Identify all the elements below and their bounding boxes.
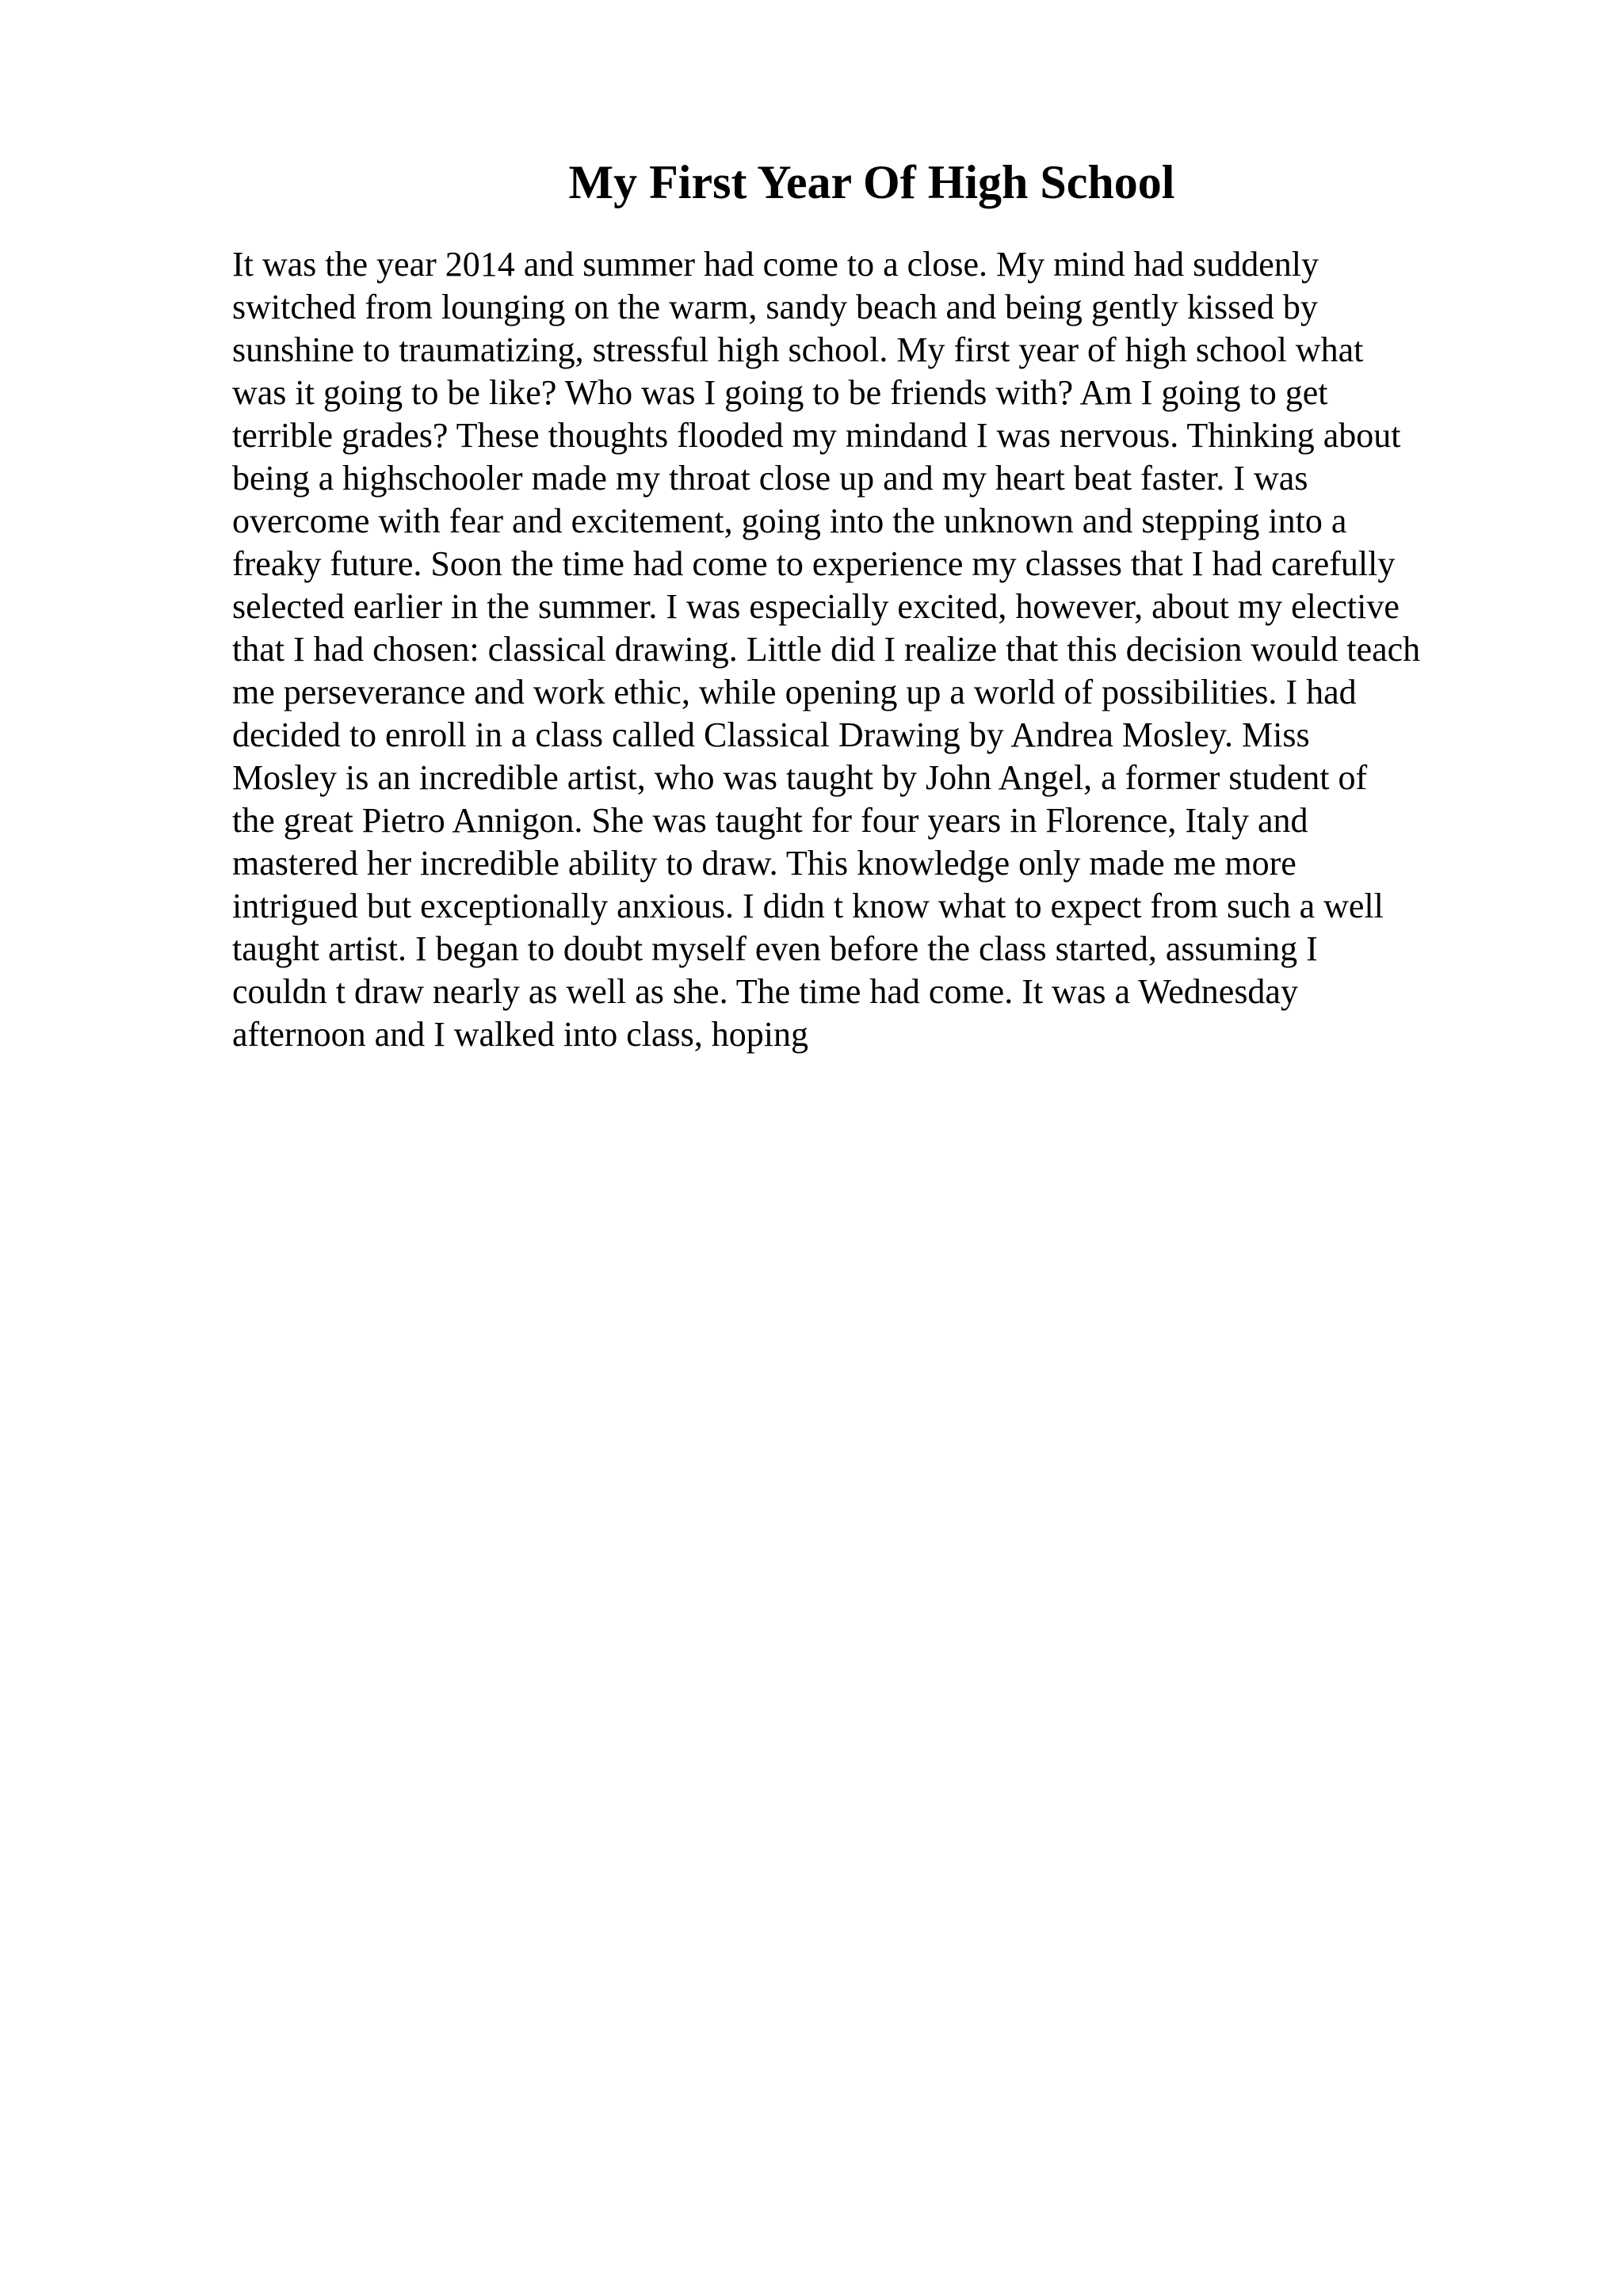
body-line: was it going to be like? Who was I going to be friends with? Am I going to get bbox=[232, 373, 1328, 412]
body-line: me perseverance and work ethic, while opening up a world of possibilities. I had bbox=[232, 673, 1357, 711]
body-line: afternoon and I walked into class, hoping bbox=[232, 1015, 809, 1054]
document-body bbox=[232, 243, 1516, 1056]
body-line: overcome with fear and excitement, going into the unknown and stepping into a bbox=[232, 502, 1347, 540]
body-line: being a highschooler made my throat close up and my heart beat faster. I was bbox=[232, 459, 1308, 498]
body-line: terrible grades? These thoughts flooded my mindand I was nervous. Thinking about bbox=[232, 416, 1401, 455]
body-line: Mosley is an incredible artist, who was taught by John Angel, a former student of bbox=[232, 758, 1368, 797]
body-line: switched from lounging on the warm, sandy beach and being gently kissed by bbox=[232, 288, 1318, 326]
body-line: taught artist. I began to doubt myself even before the class started, assuming I bbox=[232, 929, 1318, 968]
body-line: It was the year 2014 and summer had come to a close. My mind had suddenly bbox=[232, 245, 1319, 284]
body-line: selected earlier in the summer. I was especially excited, however, about my elective bbox=[232, 587, 1400, 626]
body-line: freaky future. Soon the time had come to experience my classes that I had carefully bbox=[232, 544, 1396, 583]
body-line: intrigued but exceptionally anxious. I didn t know what to expect from such a well bbox=[232, 887, 1384, 925]
body-line: the great Pietro Annigon. She was taught for four years in Florence, Italy and bbox=[232, 801, 1308, 840]
body-line: decided to enroll in a class called Classical Drawing by Andrea Mosley. Miss bbox=[232, 715, 1310, 754]
body-line: mastered her incredible ability to draw. This knowledge only made me more bbox=[232, 844, 1296, 883]
body-line: sunshine to traumatizing, stressful high school. My first year of high school what bbox=[232, 330, 1364, 369]
body-line: couldn t draw nearly as well as she. The time had come. It was a Wednesday bbox=[232, 972, 1298, 1011]
document-title: My First Year Of High School bbox=[568, 156, 1175, 208]
body-line: that I had chosen: classical drawing. Little did I realize that this decision would teach bbox=[232, 630, 1421, 669]
